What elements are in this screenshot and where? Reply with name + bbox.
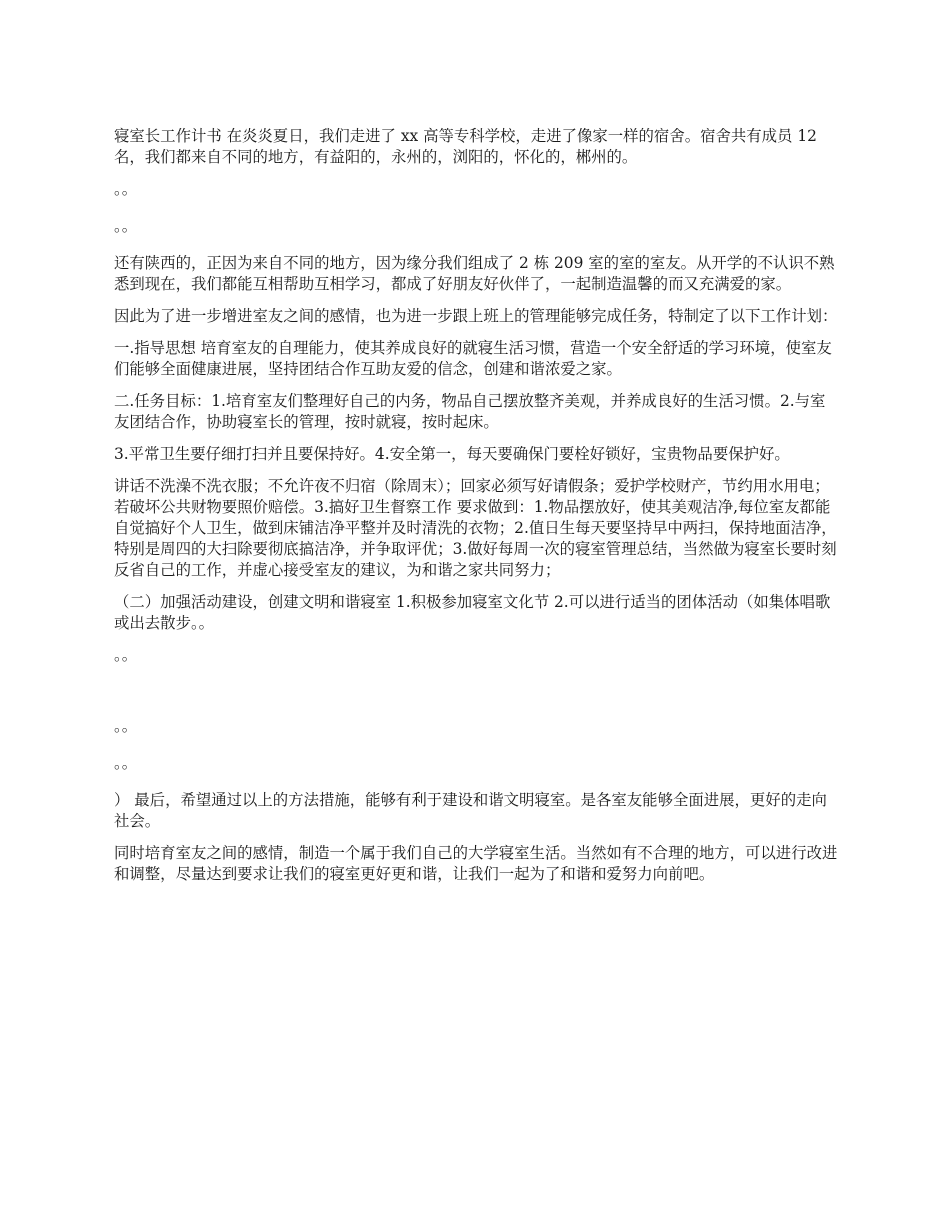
paragraph-ellipsis: 。。 — [114, 646, 138, 664]
paragraph-ellipsis: 。。 — [114, 754, 138, 772]
paragraph-ellipsis: 。。 — [114, 717, 138, 735]
paragraph-rules: 讲话不洗澡不洗衣服；不允许夜不归宿（除周末）；回家必须写好请假条；爱护学校财产，节约用水用电；若破坏公共财物要照价赔偿。3.搞好卫生督察工作 要求做到：1.物品摆放好，使其美观洁净,每位室友都能自觉搞好个人卫生，做到床铺洁净平整并及时清洗的衣物；2.值日生每天要坚持早中两扫，保持地面洁净，特别是周四的大扫除要彻底搞洁净，并争取评优；3.做好每周一次的寝室管理总结，当然做为寝室长要时刻反省自己的工作，并虚心接受室友的建议，为和谐之家共同努力； — [114, 477, 837, 579]
paragraph-conclusion: ） 最后，希望通过以上的方法措施，能够有利于建设和谐文明寝室。是各室友能够全面进展，更好的走向社会。 — [114, 791, 827, 830]
paragraph-task-goals: 二.任务目标：1.培育室友们整理好自己的内务，物品自己摆放整齐美观，并养成良好的生活习惯。2.与室友团结合作，协助寝室长的管理，按时就寝，按时起床。 — [114, 392, 826, 431]
blank-gap — [114, 682, 840, 716]
document-body — [114, 126, 840, 896]
paragraph-guiding-thought: 一.指导思想 培育室友的自理能力，使其养成良好的就寝生活习惯，营造一个安全舒适的学习环境，使室友们能够全面健康进展，坚持团结合作互助友爱的信念，创建和谐浓爱之家。 — [114, 339, 832, 378]
paragraph-ellipsis: 。。 — [114, 180, 138, 198]
paragraph-hygiene-safety: 3.平常卫生要仔细打扫并且要保持好。4.安全第一，每天要确保门要栓好锁好，宝贵物品要保护好。 — [114, 445, 790, 463]
paragraph-activities: （二）加强活动建设，创建文明和谐寝室 1.积极参加寝室文化节 2.可以进行适当的团体活动（如集体唱歌或出去散步。。 — [114, 593, 831, 632]
paragraph-closing: 同时培育室友之间的感情，制造一个属于我们自己的大学寝室生活。当然如有不合理的地方，可以进行改进和调整，尽量达到要求让我们的寝室更好更和谐，让我们一起为了和谐和爱努力向前吧。 — [114, 844, 838, 883]
paragraph-ellipsis: 。。 — [114, 217, 138, 235]
paragraph-intro: 寝室长工作计书 在炎炎夏日，我们走进了 xx 高等专科学校，走进了像家一样的宿舍。宿舍共有成员 12 名，我们都来自不同的地方，有益阳的，永州的，浏阳的，怀化的，郴州的。 — [114, 127, 817, 166]
paragraph-purpose: 因此为了进一步增进室友之间的感情，也为进一步跟上班上的管理能够完成任务，特制定了以下工作计划： — [114, 307, 838, 325]
paragraph-roommates: 还有陕西的，正因为来自不同的地方，因为缘分我们组成了 2 栋 209 室的室的室友。从开学的不认识不熟悉到现在，我们都能互相帮助互相学习，都成了好朋友好伙伴了，一起制造温馨的而又充满爱的家。 — [114, 254, 835, 293]
